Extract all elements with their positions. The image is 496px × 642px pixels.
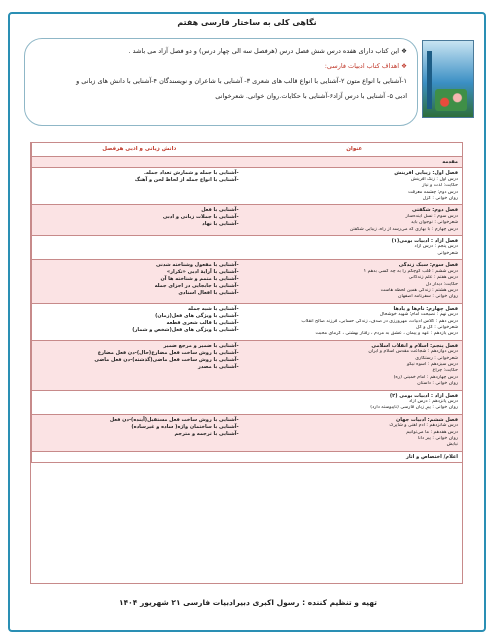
skill-item: -آشنایی با جمله و شمارش تعداد جمله. [143,170,239,177]
table-row [31,415,462,452]
page-footer: تهیه و تنظیم کننده : رسول اکبری دبیرادبیات فارسی ۲۱ شهریور ۱۴۰۴ [119,598,377,607]
row-title-cell [243,415,462,451]
chapter-heading: مقدمه [442,159,458,165]
book-cover-image [422,40,474,118]
skill-item: -آشنایی با روش ساخت فعل مستقبل(آینده)-دن فعل [109,416,239,423]
table-row [31,236,462,260]
table-row [31,304,462,341]
lesson-line: درس هفتم : علم زندگانی [408,275,458,281]
intro-box [24,38,418,126]
skill-item: -آشنایی با روش ساخت فعل ماضی(گذشته)-دن فعل ماضی [94,356,239,363]
book-spine [427,51,432,109]
table-row [31,341,462,391]
skill-item: -آشنایی با روش ساخت فعل مضارع(حال)-دن فعل مضارع [97,349,239,356]
row-skills-cell [31,168,243,204]
chapter-heading: فصل آزاد : ادبیات بومی (۲) [389,392,458,399]
row-skills-cell [31,452,243,462]
row-skills-cell [31,205,243,235]
row-title-cell [243,260,462,302]
page-title: نگاهی کلی به ساختار فارسی هفتم [177,18,317,27]
table-row [31,168,462,205]
row-skills-cell [31,236,243,259]
skill-item: -آشنایی با مفعول وشناخته شدنی [155,262,239,269]
chapter-heading: فصل چهارم: نام‌ها و یادها [393,305,458,312]
row-skills-cell [31,260,243,302]
chapter-heading: اعلام/ اختصاص و آثار [406,453,458,460]
row-title-cell [243,391,462,414]
lesson-line: درس پنجم : درس آزاد [414,244,458,250]
table-row [31,260,462,303]
skill-item: -آشنایی با نهاد [202,221,239,228]
header-skills: دانش زبانی و ادبی هرفصل [31,143,247,156]
lesson-line: نیایش [446,442,458,448]
table-header [31,143,462,157]
skill-item: -آشنایی با جملات زبانی و ادبی [162,214,239,221]
chapter-heading: فصل دوم: شگفتی [411,207,458,214]
header-title: عنوان [346,146,363,152]
skill-item: -آشنایی با قالب شعری قطعه [166,319,239,326]
lesson-line: روان خوانی : پیر دانا [417,436,458,442]
skill-item: -آشنایی با آرایۀ ادبی «تکرار» [166,269,239,276]
table-body [31,157,462,463]
chapter-heading: فصل سوم: سبک زندگی [398,262,458,269]
lesson-line: روان خوانی : سفرنامه اصفهان [398,294,458,300]
row-title-cell [243,157,462,167]
lesson-line: روان خوانی : پیرِ زبان فارسی (ناپیوسته دارد) [370,405,458,411]
lesson-line: شعرخوانی : رستگاری [415,355,458,361]
lesson-line: روان خوانی : گزل [422,196,458,202]
row-skills-cell [31,157,243,167]
skill-item: -آشنایی با ویژگی های فعل(زمان) [155,312,239,319]
table-row [31,391,462,415]
skill-item: -آشنایی با شبه جمله [188,305,239,312]
lesson-line: روان خوانی : داستان [417,381,458,387]
lesson-line: درس نهم : نصیحت امام؛ شهید خوشحال [379,312,458,318]
skill-item: -آشنایی با ترجمه و مترجم [174,430,239,437]
row-title-cell [243,168,462,204]
lesson-line: حکایت: لذت و نیاز [422,183,458,189]
lesson-line: درس ششم : قلب کوچکم را به چه کسی بدهم ؟ [363,268,458,274]
content-table [30,142,463,584]
intro-line-1: ❖ این کتاب دارای هفده درس شش فصل درس (هرفصل سه الی چهار درس) و دو فصل آزاد می باشد . [128,47,407,55]
skill-item: -آشنایی با مصدر [197,363,239,370]
skill-item: -آشنایی با متمم و شناخته ها آن [160,276,239,283]
row-skills-cell [31,391,243,414]
lesson-line: درس دهم : کلاس ادبیات، مهرورزی در صدف، زندگی حسابی، فرزند صالح انقلاب [301,318,458,324]
intro-line-2: ۱-آشنایی با انواع متون ۲-آشنایی با انواع قالب های شعری ۳- آشنایی با شاعران و نویسندگان ۴-آشنایی با دانش های زبانی و [76,77,407,86]
lesson-line: درس یازدهم : عهد و پیمان ، عشق به مردم ، رفتار بهشتی ، گرمای محبت [315,331,458,337]
skill-item: -آشنایی با افعال اسنادی [178,290,239,297]
table-row [31,157,462,168]
row-title-cell [243,205,462,235]
skill-item: -آشنایی با ساختمان واژه( ساده و غیرساده) [131,423,239,430]
skill-item: -آشنایی با انواع جمله از لحاظ لحن و آهنگ [134,177,239,184]
skill-item: -آشنایی با ویژگی های فعل(شخص و شمار) [132,326,239,333]
row-title-cell [243,236,462,259]
row-skills-cell [31,304,243,340]
lesson-line: درس دوم: چشمه معرفت [408,189,458,195]
lesson-line: درس سوم : نسل آینده‌ساز [405,213,458,219]
lesson-line: حکایت: چراغ [432,368,458,374]
lesson-line: درس اول : زنگ آفرینش [410,176,458,182]
lesson-line: شعرخوانی : گل و گل [416,324,458,330]
table-row [31,452,462,463]
skill-item: -آشنایی با جابجایی در اجزای جمله [154,283,239,290]
row-skills-cell [31,415,243,451]
skill-item: -آشنایی با فعل [201,207,239,214]
lesson-line: درس دوازدهم : شجاعت مقدس اسلام و ایران [368,349,458,355]
lesson-line: حکایت: دیدار دل [425,281,458,287]
lesson-line: درس شانزدهم : آدم آهنی و شاپرک [389,423,458,429]
row-title-cell [243,304,462,340]
table-row [31,205,462,236]
lesson-line: درس چهاردهم : امام خمینی (ره) [393,374,458,380]
flower-illustration [435,89,467,111]
lesson-line: درس هشتم : زندگی همین لحظه هاست [380,287,458,293]
row-skills-cell [31,341,243,390]
lesson-line: درس هفدهم : ما می‌توانیم [406,429,458,435]
skill-item: -آشنایی با ضمیر و مرجع ضمیر [163,342,239,349]
lesson-line: شعرخوانی : نوجوان باید [411,220,458,226]
chapter-heading: فصل آزاد : ادبیات بومی(۱) [391,238,458,245]
row-title-cell [243,341,462,390]
lesson-line: شعرخوانی [437,250,458,256]
intro-caption: ❖ ‌اهداف کتاب ادبیات فارسی: [324,62,407,71]
chapter-heading: فصل اول: زیبایی آفرینش [394,170,458,177]
chapter-heading: فصل ششم: ادبیات جهان [396,416,458,423]
lesson-line: درس پانزدهم : درس آزاد [409,399,458,404]
row-title-cell [243,452,462,462]
lesson-line: درس چهارم : با بهاری که می‌رسد از راه، زیبایی شکفتن [349,226,458,232]
chapter-heading: فصل پنجم: اسلام و انقلاب اسلامی [371,342,458,349]
lesson-line: درس سیزدهم : اسوه نیکو [406,361,458,367]
intro-line-3: ادبی ۵- آشنایی با درس آزاد۶-آشنایی با حکایات.روان خوانی. شعرخوانی [215,92,407,101]
